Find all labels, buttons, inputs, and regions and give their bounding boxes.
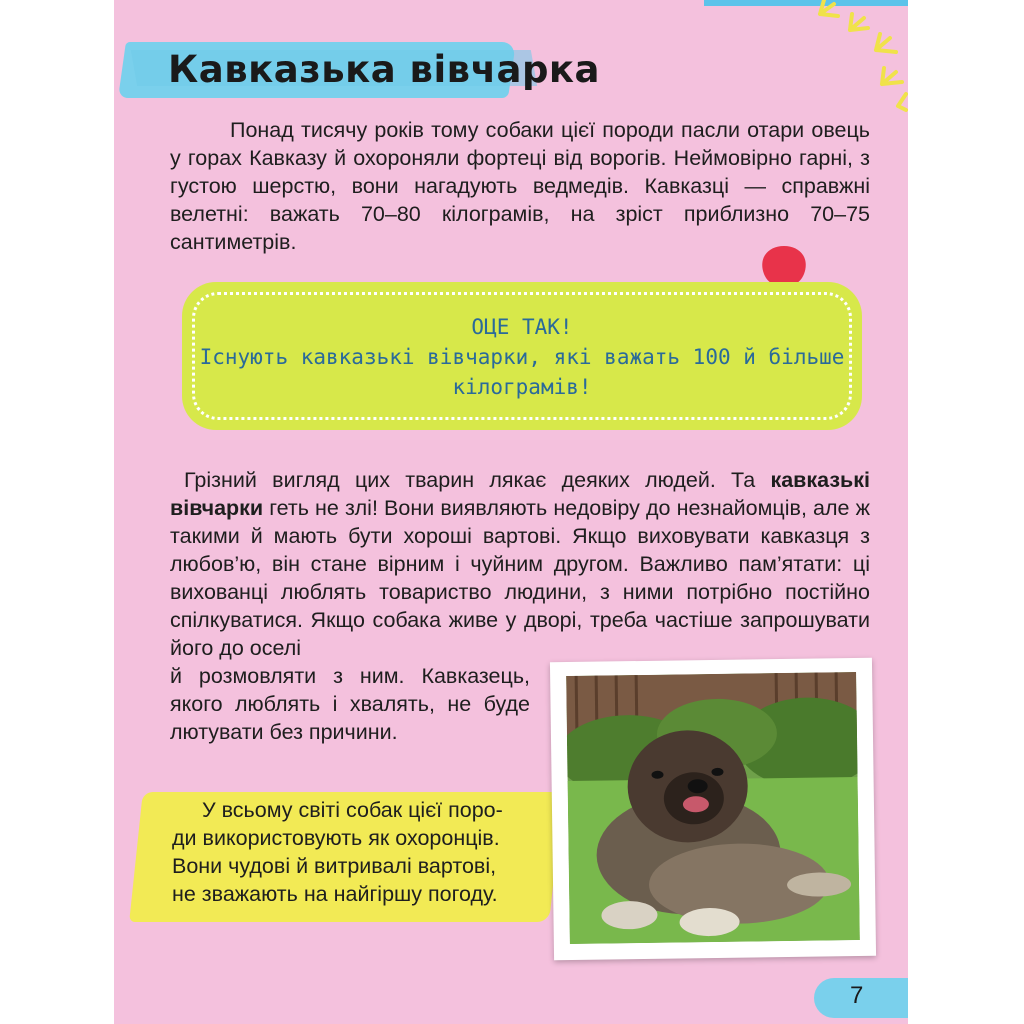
fun-fact-title: ОЦЕ ТАК! — [471, 315, 573, 339]
footprint-doodle-icon — [700, 0, 908, 120]
body-text-part: Грізний вигляд цих тварин лякає деяких людей. Та — [184, 468, 771, 492]
fun-fact-box — [182, 282, 862, 430]
page-number: 7 — [850, 982, 864, 1009]
guard-line: ди використовують як охоронців. — [172, 826, 500, 850]
body-paragraph-continued: й розмовляти з ним. Кавказець, якого люблять і хвалять, не буде лютувати без причини. — [170, 664, 530, 744]
dog-photo — [550, 658, 876, 960]
guard-dogs-paragraph — [172, 796, 532, 908]
page-title: Кавказька вівчарка — [168, 48, 601, 91]
intro-paragraph: Понад тисячу років тому собаки цієї породи пасли отари овець у горах Кавказу й охороняли фортеці від ворогів. Неймовірно гарні, з густою шерстю, вони нагадують ведмедів. Кавказці — справжні велетні: важать 70–80 кілограмів, на зріст приблизно 70–75 сантиметрів. — [170, 118, 870, 254]
fun-fact-line: Існують кавказькі вівчарки, які важать 100 й більше — [199, 345, 845, 369]
fun-fact-text — [182, 312, 862, 402]
guard-line: не зважають на найгіршу погоду. — [172, 882, 498, 906]
caucasian-shepherd-photo-icon — [566, 672, 860, 944]
guard-line: У всьому світі собак цієї поро- — [202, 798, 503, 822]
fun-fact-line: кілограмів! — [452, 375, 592, 399]
book-page — [114, 0, 908, 1024]
guard-line: Вони чудові й витривалі вартові, — [172, 854, 497, 878]
body-text-part: геть не злі! Вони виявляють недовіру до незнайомців, але ж такими й мають бути хороші вартові. Якщо виховувати кавказця з любов’ю, він стане вірним і чуйним другом. Важливо пам’ятати: ці вихованці люблять товариство людини, з ними потрібно постійно спілкуватися. Якщо собака живе у дворі, треба частіше запрошувати його до оселі — [170, 496, 870, 660]
body-paragraph — [170, 466, 870, 662]
body-bold-phrase: кавказькі вівчарки — [170, 468, 870, 520]
